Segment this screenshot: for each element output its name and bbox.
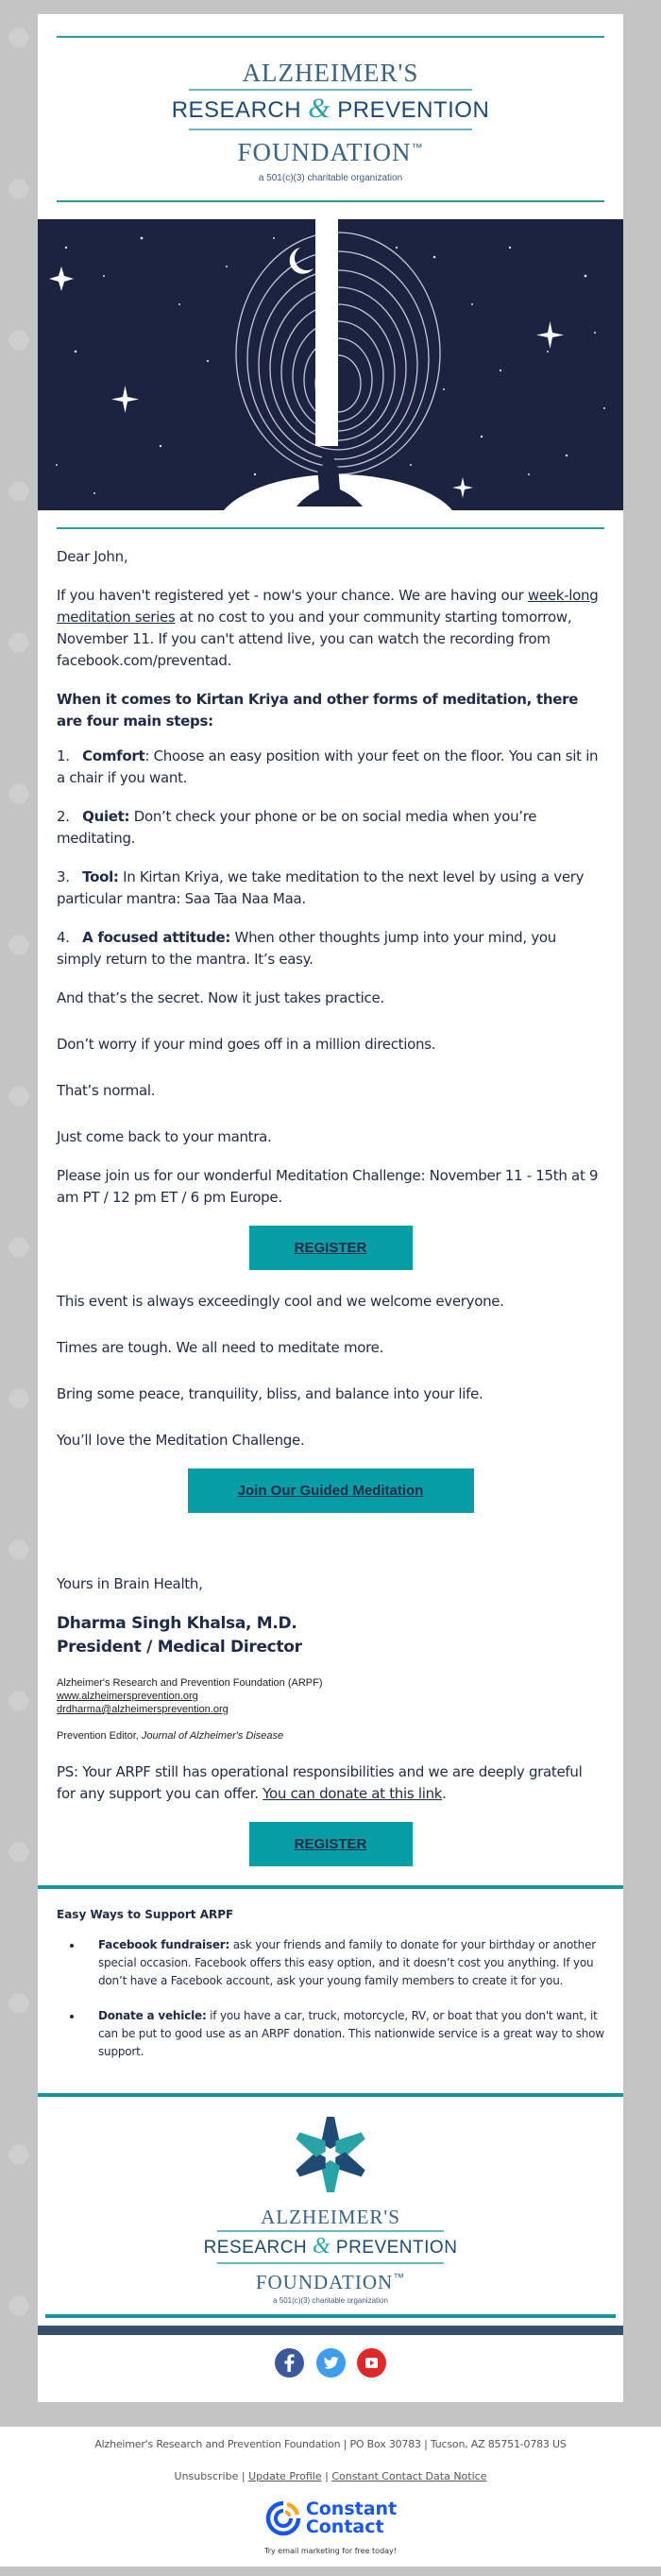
website-link[interactable]: www.alzheimersprevention.org [57, 1691, 198, 1702]
facebook-icon[interactable] [275, 2348, 304, 2378]
paragraph-join-challenge: Please join us for our wonderful Meditation Challenge: November 11 - 15th at 9 am PT / 12 pm ET / 6 pm Europe. [57, 1167, 599, 1206]
support-list [57, 1936, 604, 2061]
paragraph-normal: That’s normal. [57, 1082, 156, 1099]
paragraph-comeback: Just come back to your mantra. [57, 1128, 272, 1145]
footer-address: Alzheimer's Research and Prevention Foundation | PO Box 30783 | Tucson, AZ 85751-0783 US [94, 2438, 567, 2450]
email-card [38, 14, 623, 2402]
footer-logo-rule [45, 2314, 616, 2318]
register-button-ps[interactable]: REGISTER [249, 1822, 413, 1866]
youtube-icon[interactable] [357, 2348, 386, 2378]
donate-link[interactable]: You can donate at this link [263, 1785, 443, 1802]
logo-line-foundation: FOUNDATION™ [237, 138, 424, 166]
ps-paragraph: PS: Your ARPF still has operational responsibilities and we are deeply grateful for any support you can offer. You can donate at this link. [57, 1763, 583, 1802]
email-link[interactable]: drdharma@alzheimersprevention.org [57, 1704, 229, 1715]
register-button[interactable]: REGISTER [249, 1226, 413, 1270]
greeting: Dear John, [57, 548, 128, 565]
meditation-series-link[interactable]: week-long meditation series [57, 587, 599, 626]
hero-meditation-image[interactable] [38, 219, 623, 510]
logo-line-alzheimers: ALZHEIMER'S [242, 59, 419, 87]
navy-divider [38, 2326, 623, 2335]
paragraph-peace: Bring some peace, tranquility, bliss, and balance into your life. [57, 1385, 483, 1402]
social-links [38, 2335, 623, 2402]
logo-divider [189, 129, 472, 130]
footer-links: Unsubscribe | Update Profile | Constant Contact Data Notice [174, 2470, 487, 2482]
paragraph-event: This event is always exceedingly cool and we welcome everyone. [57, 1293, 504, 1310]
arpf-people-icon [288, 2112, 373, 2197]
constant-contact-icon [264, 2499, 302, 2537]
closing: Yours in Brain Health, [57, 1575, 203, 1592]
support-item-facebook: Facebook fundraiser: ask your friends and family to donate for your birthday or another special occasion. Facebook offers this easy option, and it doesn’t cost you anything. If you don’t have a Facebook account, ask your young family members to create it for you. [98, 1936, 604, 1990]
data-notice-link[interactable]: Constant Contact Data Notice [331, 2470, 487, 2482]
support-section [38, 1889, 623, 2093]
email-body [38, 529, 623, 1866]
paragraph-worry: Don’t worry if your mind goes off in a million directions. [57, 1036, 436, 1053]
paragraph-love: You’ll love the Meditation Challenge. [57, 1432, 305, 1449]
step-item: 4. A focused attitude: When other thoughts jump into your mind, you simply return to the mantra. It’s easy. [57, 929, 556, 968]
paragraph-secret: And that’s the secret. Now it just takes practice. [57, 989, 384, 1006]
step-item: 2. Quiet: Don’t check your phone or be on social media when you’re meditating. [57, 808, 537, 847]
logo-line-research-prevention: RESEARCH & PREVENTION [171, 93, 490, 124]
email-header [38, 14, 623, 202]
email-footer [0, 2427, 661, 2567]
arpf-logo[interactable] [57, 38, 604, 200]
signature-contact [57, 1676, 604, 1716]
paragraph-tough: Times are tough. We all need to meditate more. [57, 1339, 384, 1356]
signature-name-title: Dharma Singh Khalsa, M.D. President / Medical Director [57, 1614, 302, 1657]
logo-divider [189, 89, 472, 91]
unsubscribe-link[interactable]: Unsubscribe [174, 2470, 239, 2482]
footer-logo[interactable]: ALZHEIMER'S RESEARCH & PREVENTION FOUNDATION™ a 501(c)(3) charitable organization [38, 2097, 623, 2314]
logo-tagline: a 501(c)(3) charitable organization [258, 173, 403, 183]
step-item: 1. Comfort: Choose an easy position with your feet on the floor. You can sit in a chair if you want. [57, 747, 599, 786]
support-heading: Easy Ways to Support ARPF [57, 1908, 234, 1921]
cc-tagline: Try email marketing for free today! [264, 2547, 397, 2555]
step-item: 3. Tool: In Kirtan Kriya, we take meditation to the next level by using a very particular mantra: Saa Taa Naa Maa. [57, 868, 585, 907]
twitter-icon[interactable] [316, 2348, 346, 2378]
intro-paragraph: If you haven't registered yet - now's your chance. We are having our week-long meditation series at no cost to you and your community starting tomorrow, November 11. If you can't attend live, you can watch the recording from facebook.com/preventad. [57, 587, 599, 669]
join-guided-meditation-button[interactable]: Join Our Guided Meditation [188, 1468, 474, 1513]
support-item-vehicle: Donate a vehicle: if you have a car, truck, motorcycle, RV, or boat that you don't want, it can be put to good use as an ARPF donation. This nationwide service is a great way to show support. [98, 2007, 604, 2061]
editor-line: Prevention Editor, Journal of Alzheimer's Disease [57, 1730, 284, 1742]
steps-heading: When it comes to Kirtan Kriya and other forms of meditation, there are four main steps: [57, 691, 579, 730]
constant-contact-logo[interactable]: Constant Contact [264, 2499, 397, 2537]
header-bottom-rule [57, 200, 604, 202]
update-profile-link[interactable]: Update Profile [248, 2470, 322, 2482]
org-name: Alzheimer's Research and Prevention Foundation (ARPF) [57, 1677, 323, 1689]
